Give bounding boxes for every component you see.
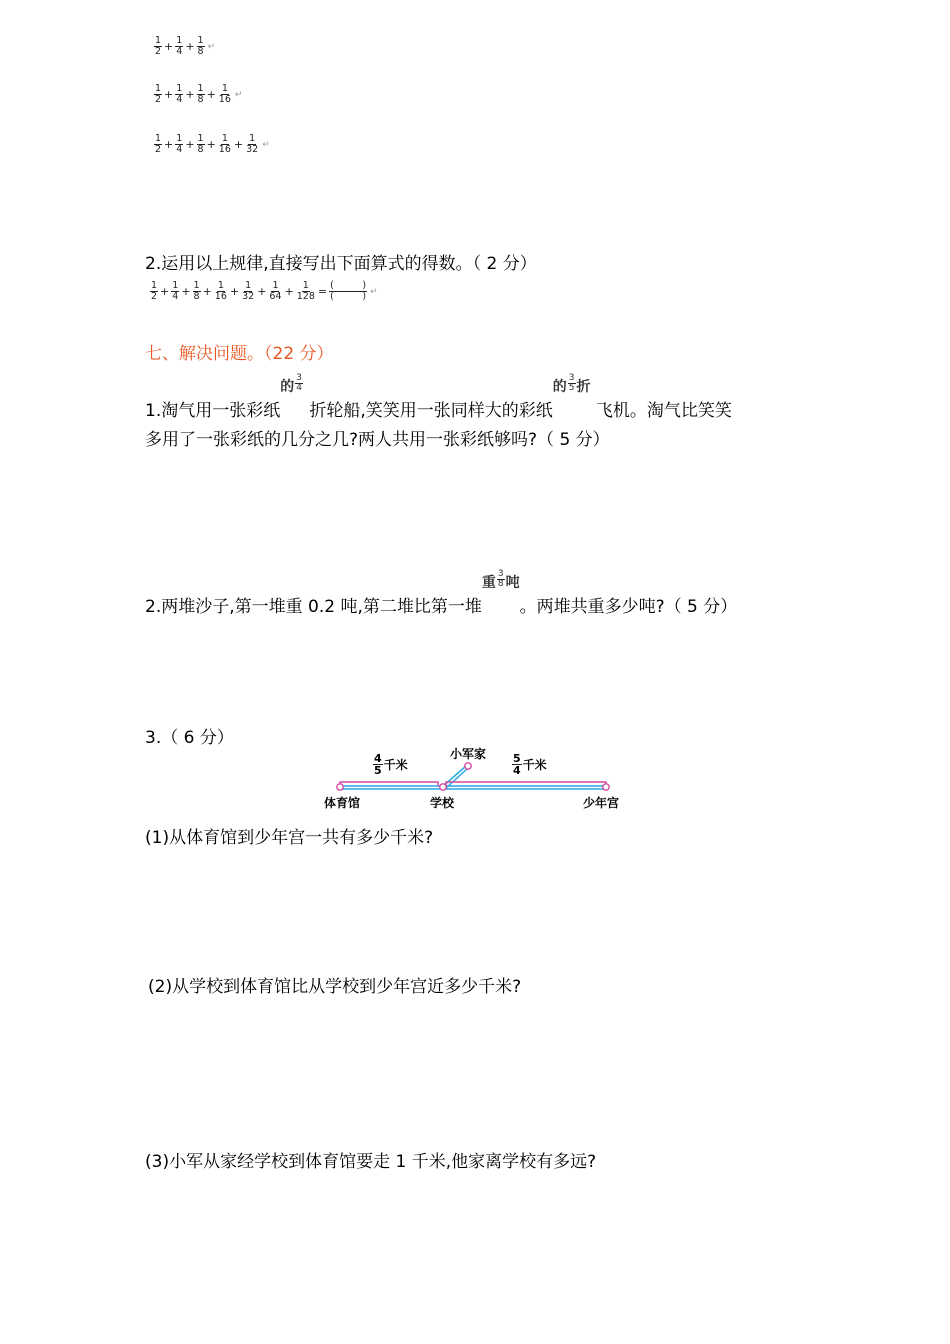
plus-sign: + bbox=[257, 285, 267, 298]
fraction-numerator: 1 bbox=[176, 35, 183, 46]
fraction bbox=[175, 36, 183, 57]
snippet-prefix: 的 bbox=[280, 379, 295, 395]
fraction-denominator: 16 bbox=[218, 94, 231, 105]
fraction bbox=[218, 134, 232, 155]
section-title: 七、解决问题。（22 分） bbox=[145, 344, 334, 364]
home-label: 小军家 bbox=[450, 747, 487, 761]
fraction-denominator: 2 bbox=[155, 46, 162, 57]
blank-denominator bbox=[329, 292, 367, 302]
fraction-numerator: 1 bbox=[151, 280, 158, 291]
fraction-numerator: 5 bbox=[513, 752, 521, 765]
problem-3-q1: (1)从体育馆到少年宫一共有多少千米? bbox=[145, 828, 434, 848]
fraction-denominator: 2 bbox=[151, 291, 158, 302]
fraction-denominator: 32 bbox=[242, 291, 255, 302]
return-mark-icon: ↵ bbox=[370, 286, 378, 297]
paren-close: ) bbox=[362, 291, 367, 302]
problem-1-text-a: 1.淘气用一张彩纸 bbox=[145, 401, 281, 421]
fraction-sum-row-2 bbox=[153, 84, 242, 105]
fraction bbox=[175, 84, 183, 105]
fraction-numerator: 1 bbox=[176, 83, 183, 94]
snippet-prefix: 的 bbox=[552, 379, 567, 395]
return-mark-icon: ↵ bbox=[207, 41, 216, 52]
fraction bbox=[296, 281, 316, 302]
fraction-numerator: 1 bbox=[245, 280, 252, 291]
fraction-numerator: 1 bbox=[155, 133, 162, 144]
fraction-snippet-1 bbox=[280, 373, 304, 396]
fraction bbox=[197, 84, 205, 105]
paren-close: ) bbox=[362, 280, 367, 291]
left-distance bbox=[372, 753, 408, 776]
plus-sign: + bbox=[185, 138, 195, 151]
fraction-numerator: 1 bbox=[176, 133, 183, 144]
snippet-suffix: 吨 bbox=[505, 575, 520, 591]
fraction-numerator: 1 bbox=[155, 83, 162, 94]
answer-blank-fraction[interactable] bbox=[329, 281, 367, 302]
problem-2-text-b: 。两堆共重多少吨?（ 5 分） bbox=[519, 597, 738, 617]
fraction bbox=[214, 281, 228, 302]
home-point bbox=[465, 763, 471, 769]
fraction-numerator: 1 bbox=[172, 280, 179, 291]
fraction-denominator: 4 bbox=[172, 291, 179, 302]
snippet-suffix: 折 bbox=[576, 379, 591, 395]
problem-2-text-a: 2.两堆沙子,第一堆重 0.2 吨,第二堆比第一堆 bbox=[145, 597, 482, 617]
fraction-snippet-3 bbox=[481, 569, 520, 592]
plus-sign: + bbox=[164, 40, 174, 53]
fraction-denominator: 5 bbox=[374, 764, 382, 777]
return-mark-icon: ↵ bbox=[262, 139, 270, 150]
fraction-denominator: 8 bbox=[197, 46, 204, 57]
gym-point bbox=[337, 784, 343, 790]
fraction-snippet-2 bbox=[552, 373, 591, 396]
plus-sign: + bbox=[185, 88, 195, 101]
fraction bbox=[245, 134, 259, 155]
problem-1-text-b: 折轮船,笑笑用一张同样大的彩纸 bbox=[309, 401, 553, 421]
palace-point bbox=[603, 784, 609, 790]
fraction-numerator: 1 bbox=[272, 280, 279, 291]
fraction-numerator: 1 bbox=[197, 83, 204, 94]
fraction bbox=[268, 281, 282, 302]
question-2-text: 2.运用以上规律,直接写出下面算式的得数。（ 2 分） bbox=[145, 254, 537, 274]
fraction-numerator: 3 bbox=[497, 569, 504, 579]
plus-sign: + bbox=[206, 138, 216, 151]
plus-sign: + bbox=[229, 285, 240, 298]
fraction bbox=[218, 84, 232, 105]
school-label: 学校 bbox=[430, 796, 455, 810]
plus-sign: + bbox=[164, 138, 174, 151]
fraction bbox=[171, 281, 179, 302]
distance-unit: 千米 bbox=[522, 758, 547, 772]
paren-open: ( bbox=[330, 280, 334, 291]
fraction-denominator: 4 bbox=[513, 764, 521, 777]
fraction-numerator: 1 bbox=[197, 35, 204, 46]
fraction-sum-long bbox=[149, 281, 378, 302]
fraction-numerator: 3 bbox=[568, 373, 575, 383]
problem-1-line-1 bbox=[145, 373, 732, 421]
fraction-numerator: 3 bbox=[296, 373, 302, 383]
fraction-denominator: 128 bbox=[296, 291, 315, 302]
snippet-prefix: 重 bbox=[481, 575, 496, 591]
fraction-denominator: 4 bbox=[176, 46, 183, 57]
paren-open: ( bbox=[330, 291, 334, 302]
problem-1-text-c: 飞机。淘气比笑笑 bbox=[595, 401, 732, 421]
fraction-denominator: 8 bbox=[197, 94, 204, 105]
fraction-numerator: 1 bbox=[221, 83, 228, 94]
distance-unit: 千米 bbox=[383, 758, 408, 772]
fraction bbox=[241, 281, 255, 302]
fraction bbox=[175, 134, 183, 155]
fraction-denominator: 16 bbox=[214, 291, 227, 302]
plus-sign: + bbox=[202, 285, 212, 298]
fraction-numerator: 1 bbox=[193, 280, 200, 291]
fraction bbox=[154, 134, 162, 155]
right-distance bbox=[511, 753, 547, 776]
plus-sign: + bbox=[233, 138, 244, 151]
plus-sign: + bbox=[181, 285, 191, 298]
fraction bbox=[154, 36, 162, 57]
problem-3-q2: (2)从学校到体育馆比从学校到少年宫近多少千米? bbox=[148, 977, 522, 997]
problem-1-line-2: 多用了一张彩纸的几分之几?两人共用一张彩纸够吗?（ 5 分） bbox=[145, 430, 610, 450]
fraction-denominator: 2 bbox=[155, 144, 162, 155]
plus-sign: + bbox=[160, 285, 170, 298]
school-point bbox=[440, 784, 446, 790]
fraction bbox=[197, 36, 205, 57]
problem-3-title: 3.（ 6 分） bbox=[145, 728, 234, 748]
problem-3-q3: (3)小军从家经学校到体育馆要走 1 千米,他家离学校有多远? bbox=[145, 1152, 597, 1172]
plus-sign: + bbox=[185, 40, 195, 53]
equals-sign: = bbox=[317, 285, 328, 298]
plus-sign: + bbox=[164, 88, 174, 101]
fraction-numerator: 1 bbox=[155, 35, 162, 46]
palace-label: 少年宫 bbox=[583, 796, 620, 810]
return-mark-icon: ↵ bbox=[234, 89, 243, 100]
fraction-sum-row-3 bbox=[153, 134, 270, 155]
fraction-denominator: 2 bbox=[155, 94, 162, 105]
fraction-denominator: 8 bbox=[197, 144, 204, 155]
fraction bbox=[193, 281, 201, 302]
fraction-denominator: 5 bbox=[568, 383, 575, 393]
fraction-denominator: 4 bbox=[296, 383, 302, 393]
plus-sign: + bbox=[284, 285, 294, 298]
fraction-numerator: 1 bbox=[302, 280, 309, 291]
fraction-numerator: 1 bbox=[197, 133, 204, 144]
fraction-denominator: 4 bbox=[176, 94, 183, 105]
fraction-denominator: 8 bbox=[193, 291, 200, 302]
problem-2 bbox=[145, 569, 738, 617]
fraction bbox=[154, 84, 162, 105]
fraction-denominator: 16 bbox=[218, 144, 231, 155]
fraction-denominator: 8 bbox=[497, 579, 504, 589]
fraction-numerator: 1 bbox=[217, 280, 224, 291]
fraction-sum-row-1 bbox=[153, 36, 215, 57]
fraction bbox=[197, 134, 205, 155]
fraction-numerator: 1 bbox=[221, 133, 228, 144]
fraction-numerator: 4 bbox=[374, 752, 382, 765]
fraction bbox=[150, 281, 158, 302]
fraction-denominator: 32 bbox=[246, 144, 259, 155]
plus-sign: + bbox=[206, 88, 216, 101]
gym-label: 体育馆 bbox=[324, 796, 361, 810]
fraction-numerator: 1 bbox=[249, 133, 256, 144]
fraction-denominator: 4 bbox=[176, 144, 183, 155]
fraction-denominator: 64 bbox=[269, 291, 282, 302]
